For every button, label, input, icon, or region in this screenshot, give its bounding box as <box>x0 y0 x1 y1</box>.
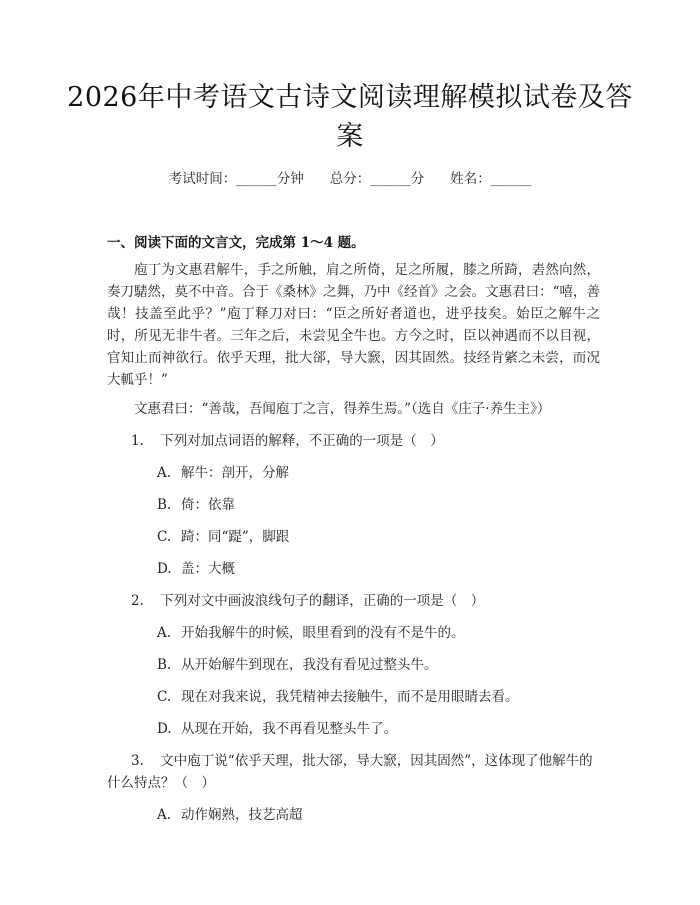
question-number: 1. <box>131 433 144 449</box>
question-2-option-a <box>157 622 465 644</box>
option-letter: C. <box>157 529 172 545</box>
option-letter: A. <box>157 625 172 641</box>
question-2-option-b <box>157 654 438 676</box>
question-3 <box>107 750 602 794</box>
option-text: 开始我解牛的时候，眼里看到的没有不是牛的。 <box>181 625 465 641</box>
option-text: 动作娴熟，技艺高超 <box>181 807 303 823</box>
option-letter: C. <box>157 689 172 705</box>
option-text: 盖：大概 <box>181 561 235 577</box>
question-1-option-c <box>157 526 289 548</box>
passage-paragraph-1: 庖丁为文惠君解牛，手之所触，肩之所倚，足之所履，膝之所踦，砉然向然，奏刀騞然，莫不中音。合于《桑林》之舞，乃中《经首》之会。文惠君曰：“嘻，善哉！技盖至此乎？”庖丁释刀对曰：“臣之所好者道也，进乎技矣。始臣之解牛之时，所见无非牛者。三年之后，未尝见全牛也。方今之时，臣以神遇而不以目视，官知止而神欲行。依乎天理，批大郤，导大窾，因其固然。技经肯綮之未尝，而况大軱乎！” <box>107 262 600 388</box>
passage-paragraph-2: 文惠君曰：“善哉，吾闻庖丁之言，得养生焉。”（选自《庄子·养生主》） <box>134 401 551 417</box>
option-text: 从现在开始，我不再看见整头牛了。 <box>181 721 397 737</box>
option-letter: A. <box>157 465 172 481</box>
question-text: 文中庖丁说“依乎天理，批大郤，导大窾，因其固然”，这体现了他解牛的什么特点？（ ） <box>107 753 593 791</box>
question-2-option-d <box>157 718 397 740</box>
option-text: 现在对我来说，我凭精神去接触牛，而不是用眼睛去看。 <box>181 689 519 705</box>
question-number: 2. <box>131 593 144 609</box>
option-text: 倚：依靠 <box>181 497 235 513</box>
section-heading: 一、阅读下面的文言文，完成第 1～4 题。 <box>107 235 365 251</box>
question-1-option-b <box>157 494 235 516</box>
question-1 <box>107 430 602 452</box>
question-text: 下列对文中画波浪线句子的翻译，正确的一项是（ ） <box>160 593 485 609</box>
question-text: 下列对加点词语的解释，不正确的一项是（ ） <box>160 433 444 449</box>
total-score-field: 总分：______分 <box>329 171 425 187</box>
question-3-option-a <box>157 804 303 826</box>
option-letter: D. <box>157 561 172 577</box>
exam-info-line <box>0 167 700 187</box>
question-2 <box>107 590 602 612</box>
option-text: 解牛：剖开，分解 <box>181 465 289 481</box>
option-text: 从开始解牛到现在，我没有看见过整头牛。 <box>181 657 438 673</box>
question-number: 3. <box>131 753 144 769</box>
question-2-option-c <box>157 686 519 708</box>
option-letter: A. <box>157 807 172 823</box>
document-title: 2026年中考语文古诗文阅读理解模拟试卷及答案 <box>67 82 633 152</box>
option-letter: D. <box>157 721 172 737</box>
student-name-field: 姓名：______ <box>450 171 532 187</box>
question-1-option-a <box>157 462 289 484</box>
option-letter: B. <box>157 497 172 513</box>
exam-time-field: 考试时间：______分钟 <box>168 171 304 187</box>
option-text: 踦：同“踶”，脚跟 <box>181 529 290 545</box>
option-letter: B. <box>157 657 172 673</box>
question-1-option-d <box>157 558 235 580</box>
